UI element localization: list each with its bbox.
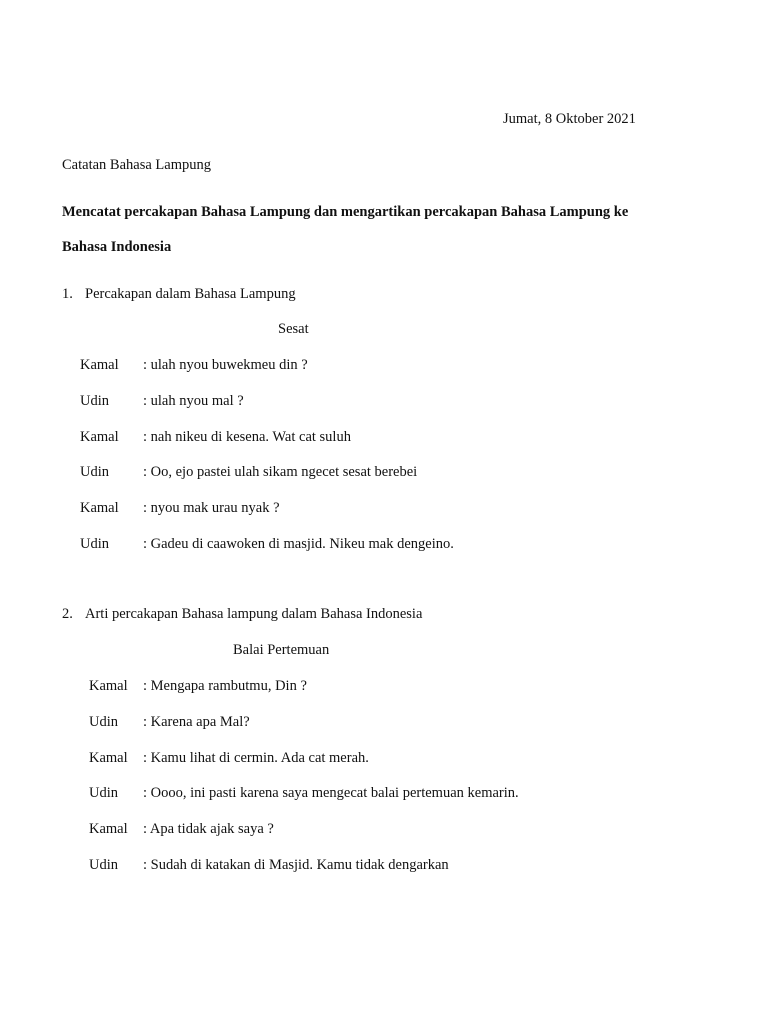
speaker-name: Udin (89, 857, 118, 873)
utterance-text: : Oo, ejo pastei ulah sikam ngecet sesat berebei (143, 464, 418, 480)
utterance-text: : Apa tidak ajak saya ? (143, 821, 274, 837)
speaker-name: Udin (89, 785, 118, 801)
speaker-name: Udin (89, 714, 118, 730)
utterance-text: : Sudah di katakan di Masjid. Kamu tidak dengarkan (143, 857, 449, 873)
utterance-text: : Gadeu di caawoken di masjid. Nikeu mak dengeino. (143, 536, 454, 552)
dialogue-1-title: Sesat (278, 321, 309, 337)
speaker-name: Kamal (89, 821, 128, 837)
speaker-name: Kamal (80, 500, 119, 516)
assignment-heading-line-2: Bahasa Indonesia (62, 239, 172, 255)
section-1-title: Percakapan dalam Bahasa Lampung (85, 286, 296, 302)
utterance-text: : nyou mak urau nyak ? (143, 500, 280, 516)
section-1-number: 1. (62, 286, 73, 302)
utterance-text: : ulah nyou buwekmeu din ? (143, 357, 308, 373)
note-title: Catatan Bahasa Lampung (62, 157, 211, 173)
speaker-name: Kamal (89, 750, 128, 766)
document-date: Jumat, 8 Oktober 2021 (503, 111, 636, 127)
utterance-text: : Karena apa Mal? (143, 714, 250, 730)
utterance-text: : Kamu lihat di cermin. Ada cat merah. (143, 750, 369, 766)
utterance-text: : Oooo, ini pasti karena saya mengecat balai pertemuan kemarin. (143, 785, 519, 801)
utterance-text: : nah nikeu di kesena. Wat cat suluh (143, 429, 351, 445)
dialogue-2-title: Balai Pertemuan (233, 642, 330, 658)
speaker-name: Udin (80, 393, 109, 409)
section-2-title: Arti percakapan Bahasa lampung dalam Bahasa Indonesia (85, 606, 423, 622)
assignment-heading-line-1: Mencatat percakapan Bahasa Lampung dan mengartikan percakapan Bahasa Lampung ke (62, 204, 629, 220)
utterance-text: : Mengapa rambutmu, Din ? (143, 678, 307, 694)
speaker-name: Kamal (80, 357, 119, 373)
speaker-name: Kamal (89, 678, 128, 694)
section-2-number: 2. (62, 606, 73, 622)
speaker-name: Kamal (80, 429, 119, 445)
speaker-name: Udin (80, 464, 109, 480)
speaker-name: Udin (80, 536, 109, 552)
utterance-text: : ulah nyou mal ? (143, 393, 244, 409)
